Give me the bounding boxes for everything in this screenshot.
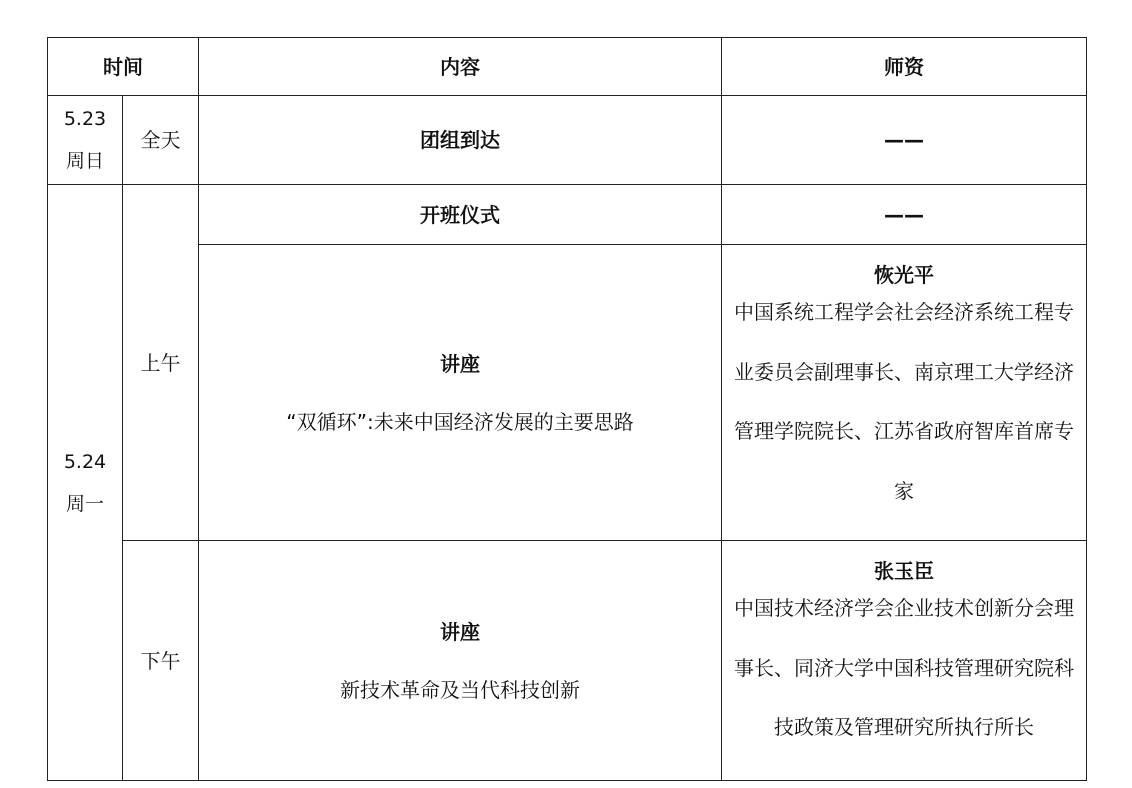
header-row [48,38,1087,96]
teacher-name: 恢光平 [874,263,934,287]
teacher-description: 中国系统工程学会社会经济系统工程专业委员会副理事长、南京理工大学经济管理学院院长、江苏省政府智库首席专家 [734,300,1074,503]
header-content: 内容 [199,38,722,96]
weekday-text: 周一 [65,492,104,515]
teacher-cell [722,245,1087,541]
date-text: 5.23 [63,108,107,130]
period-cell: 上午 [123,185,199,541]
lecture-topic: 新技术革命及当代科技创新 [340,677,580,702]
content-cell: 团组到达 [199,96,722,185]
date-text: 5.24 [63,450,107,473]
period-cell: 全天 [123,96,199,185]
table-row [48,245,1087,541]
content-cell [199,541,722,781]
date-cell [48,185,123,781]
lecture-topic: “双循环”:未来中国经济发展的主要思路 [286,409,634,434]
header-teacher: 师资 [722,38,1087,96]
weekday-text: 周日 [65,150,104,172]
teacher-cell [722,541,1087,781]
teacher-cell: —— [722,96,1087,185]
teacher-cell: —— [722,185,1087,245]
content-cell: 开班仪式 [199,185,722,245]
teacher-description: 中国技术经济学会企业技术创新分会理事长、同济大学中国科技管理研究院科技政策及管理研究所执行所长 [734,596,1074,739]
schedule-table [47,37,1087,781]
content-cell [199,245,722,541]
date-cell [48,96,123,185]
lecture-title: 讲座 [440,619,480,644]
lecture-title: 讲座 [440,351,480,376]
table-row [48,185,1087,245]
period-cell: 下午 [123,541,199,781]
teacher-name: 张玉臣 [874,559,934,583]
table-row [48,96,1087,185]
table-row [48,541,1087,781]
header-time: 时间 [48,38,199,96]
